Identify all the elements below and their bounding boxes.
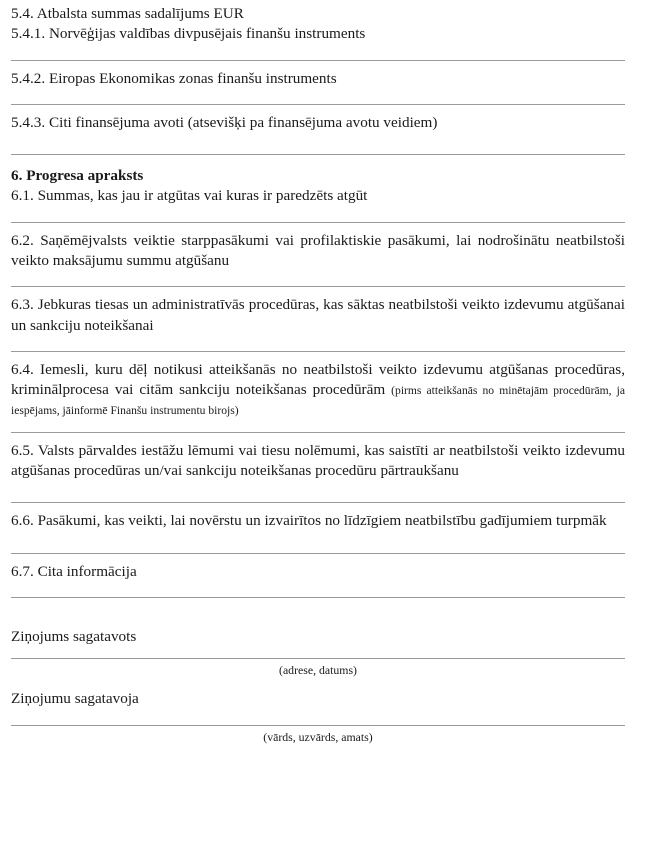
spacer [11,105,625,113]
spacer [11,481,625,502]
report-preparer-label: Ziņojumu sagatavoja [11,690,139,708]
section-6-3-heading: 6.3. Jebkuras tiesas un administratīvās procedūras, kas sāktas neatbilstoši veikto izdevumu atgūšanai un sankciju noteikšanai [11,296,625,334]
section-6-block [11,166,625,207]
section-6-heading: 6. Progresa apraksts [11,167,144,185]
section-5-4-2-block [11,69,625,89]
spacer [11,133,625,154]
signature-block [11,627,625,647]
spacer [11,433,625,441]
section-6-5-block [11,441,625,482]
section-6-2-block [11,231,625,272]
section-6-6-heading: 6.6. Pasākumi, kas veikti, lai novērstu un izvairītos no līdzīgiem neatbilstību gadījumiem turpmāk [11,512,607,530]
spacer [11,582,625,597]
section-6-4-note: (pirms atteikšanās no minētajām procedūrām, ja iespējams, jāinformē Finanšu instrumentu birojs) [11,384,625,418]
spacer [11,61,625,69]
address-caption: (adrese, datums) [279,663,357,678]
spacer [11,336,625,351]
section-6-4-text: 6.4. Iemesli, kuru dēļ notikusi atteikšanās no neatbilstoši veikto izdevumu atgūšanas procedūras, kriminālprocesa vai citām sankciju noteikšanas procedūrām [11,360,625,399]
spacer [11,45,625,60]
spacer [11,287,625,295]
section-5-4-1-heading: 5.4.1. Norvēģijas valdības divpusējais finanšu instruments [11,25,366,43]
section-5-4-3-block [11,113,625,133]
spacer [11,647,625,658]
section-5-4-heading: 5.4. Atbalsta summas sadalījums EUR [11,5,244,22]
spacer [11,89,625,104]
report-prepared-label: Ziņojums sagatavots [11,627,137,645]
spacer [11,352,625,360]
spacer [11,503,625,511]
section-5-4-block [11,0,625,45]
spacer [11,223,625,231]
spacer [11,271,625,286]
spacer [11,207,625,222]
section-6-3-block [11,295,625,336]
section-5-4-2-heading: 5.4.2. Eiropas Ekonomikas zonas finanšu instruments [11,69,337,87]
spacer [11,678,625,689]
name-caption: (vārds, uzvārds, amats) [263,729,373,744]
section-6-7-heading: 6.7. Cita informācija [11,562,137,580]
spacer [11,598,625,627]
section-6-4-block [11,360,625,421]
spacer [11,155,625,166]
section-5-4-3-heading: 5.4.3. Citi finansējuma avoti (atsevišķi pa finansējuma avotu veidiem) [11,113,438,131]
spacer [11,710,625,725]
section-6-7-block [11,562,625,582]
spacer [11,532,625,553]
section-6-6-block [11,511,625,531]
section-6-1-heading: 6.1. Summas, kas jau ir atgūtas vai kuras ir paredzēts atgūt [11,187,368,205]
section-6-5-heading: 6.5. Valsts pārvaldes iestāžu lēmumi vai tiesu nolēmumi, kas saistīti ar neatbilstoši veikto izdevumu atgūšanas procedūras un/vai sankciju noteikšanas procedūru pārtraukšanu [11,441,625,479]
section-6-4-heading [11,360,625,421]
spacer [11,421,625,432]
section-6-2-heading: 6.2. Saņēmējvalsts veiktie starppasākumi vai profilaktiskie pasākumi, lai nodrošinātu neatbilstoši veikto maksājumu summu atgūšanu [11,231,625,269]
preparer-block [11,689,625,709]
spacer [11,554,625,562]
